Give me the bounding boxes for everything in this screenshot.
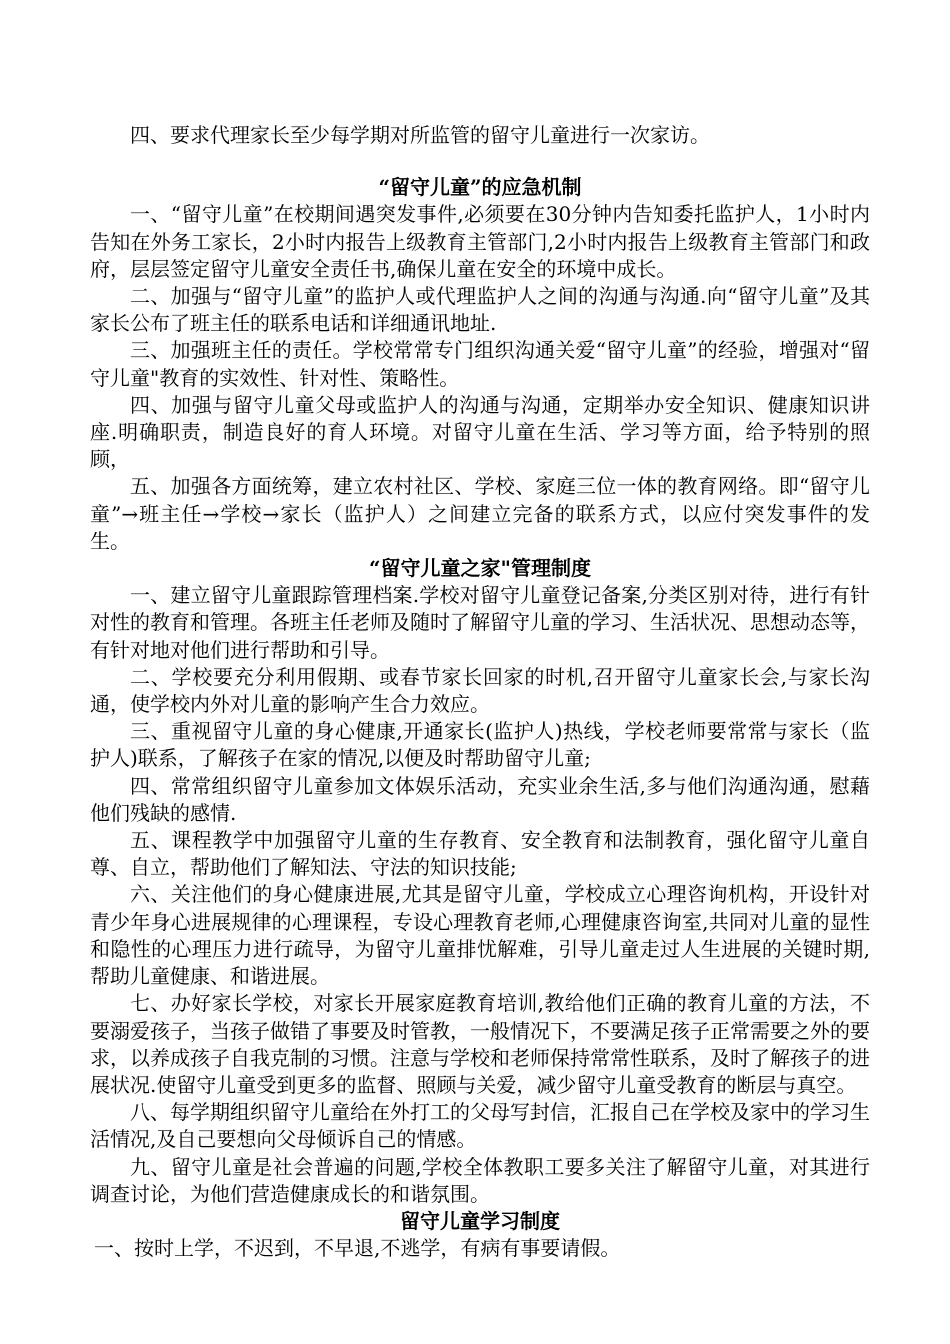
paragraph: 八、每学期组织留守儿童给在外打工的父母写封信，汇报自己在学校及家中的学习生活情况,及自己要想向父母倾诉自己的情感。 <box>90 1100 870 1152</box>
spacer <box>90 149 870 174</box>
section-heading: “留守儿童之家"管理制度 <box>369 556 591 581</box>
paragraph: 四、加强与留守儿童父母或监护人的沟通与沟通，定期举办安全知识、健康知识讲座.明确职责，制造良好的育人环境。对留守儿童在生活、学习等方面，给予特别的照顾， <box>90 392 870 472</box>
paragraph: 四、常常组织留守儿童参加文体娱乐活动，充实业余生活,多与他们沟通沟通，慰藉他们残缺的感情. <box>90 773 870 825</box>
paragraph: 二、加强与“留守儿童”的监护人或代理监护人之间的沟通与沟通.向“留守儿童”及其家长公布了班主任的联系电话和详细通讯地址. <box>90 284 870 336</box>
paragraph: 五、加强各方面统筹，建立农村社区、学校、家庭三位一体的教育网络。即“留守儿童”→班主任→学校→家长（监护人）之间建立完备的联系方式，以应付突发事件的发生。 <box>90 474 870 553</box>
paragraph: 三、重视留守儿童的身心健康,开通家长(监护人)热线，学校老师要常常与家长（监护人)联系，了解孩子在家的情况,以便及时帮助留守儿童; <box>90 719 870 771</box>
paragraph: 一、建立留守儿童跟踪管理档案.学校对留守儿童登记备案,分类区别对待，进行有针对性的教育和管理。各班主任老师及随时了解留守儿童的学习、生活状况、思想动态等，有针对地对他们进行帮助和引导。 <box>90 583 870 662</box>
paragraph: 二、学校要充分利用假期、或春节家长回家的时机,召开留守儿童家长会,与家长沟通，使学校内外对儿童的影响产生合力效应。 <box>90 664 870 717</box>
section-heading: 留守儿童学习制度 <box>400 1208 560 1233</box>
paragraph: 六、关注他们的身心健康进展,尤其是留守儿童，学校成立心理咨询机构，开设针对青少年身心进展规律的心理课程，专设心理教育老师,心理健康咨询室,共同对儿童的显性和隐性的心理压力进行疏导，为留守儿童排忧解难，引导儿童走过人生进展的关键时期,帮助儿童健康、和谐进展。 <box>90 882 870 989</box>
section-study-rules <box>90 1208 870 1262</box>
paragraph: 一、“留守儿童”在校期间遇突发事件,必须要在30分钟内告知委托监护人，1小时内告知在外务工家长，2小时内报告上级教育主管部门,2小时内报告上级教育主管部门和政府，层层签定留守儿童安全责任书,确保儿童在安全的环境中成长。 <box>90 202 870 281</box>
section-home-management <box>90 555 870 1208</box>
paragraph: 三、加强班主任的责任。学校常常专门组织沟通关爱“留守儿童”的经验，增强对“留守儿童"教育的实效性、针对性、策略性。 <box>90 338 870 390</box>
document-page <box>90 122 870 1262</box>
paragraph: 九、留守儿童是社会普遍的问题,学校全体教职工要多关注了解留守儿童，对其进行调查讨论，为他们营造健康成长的和谐氛围。 <box>90 1154 870 1206</box>
section-emergency-mechanism <box>90 174 870 555</box>
intro-paragraph: 四、要求代理家长至少每学期对所监管的留守儿童进行一次家访。 <box>130 123 710 147</box>
paragraph: 五、课程教学中加强留守儿童的生存教育、安全教育和法制教育，强化留守儿童自尊、自立，帮助他们了解知法、守法的知识技能; <box>90 828 870 880</box>
paragraph: 一、按时上学，不迟到，不早退,不逃学，有病有事要请假。 <box>94 1236 621 1261</box>
section-heading: “留守儿童”的应急机制 <box>378 175 582 200</box>
paragraph: 七、办好家长学校，对家长开展家庭教育培训,教给他们正确的教育儿童的方法，不要溺爱孩子，当孩子做错了事要及时管教，一般情况下，不要满足孩子正常需要之外的要求，以养成孩子自我克制的习惯。注意与学校和老师保持常常性联系，及时了解孩子的进展状况.使留守儿童受到更多的监督、照顾与关爱，减少留守儿童受教育的断层与真空。 <box>90 991 870 1097</box>
